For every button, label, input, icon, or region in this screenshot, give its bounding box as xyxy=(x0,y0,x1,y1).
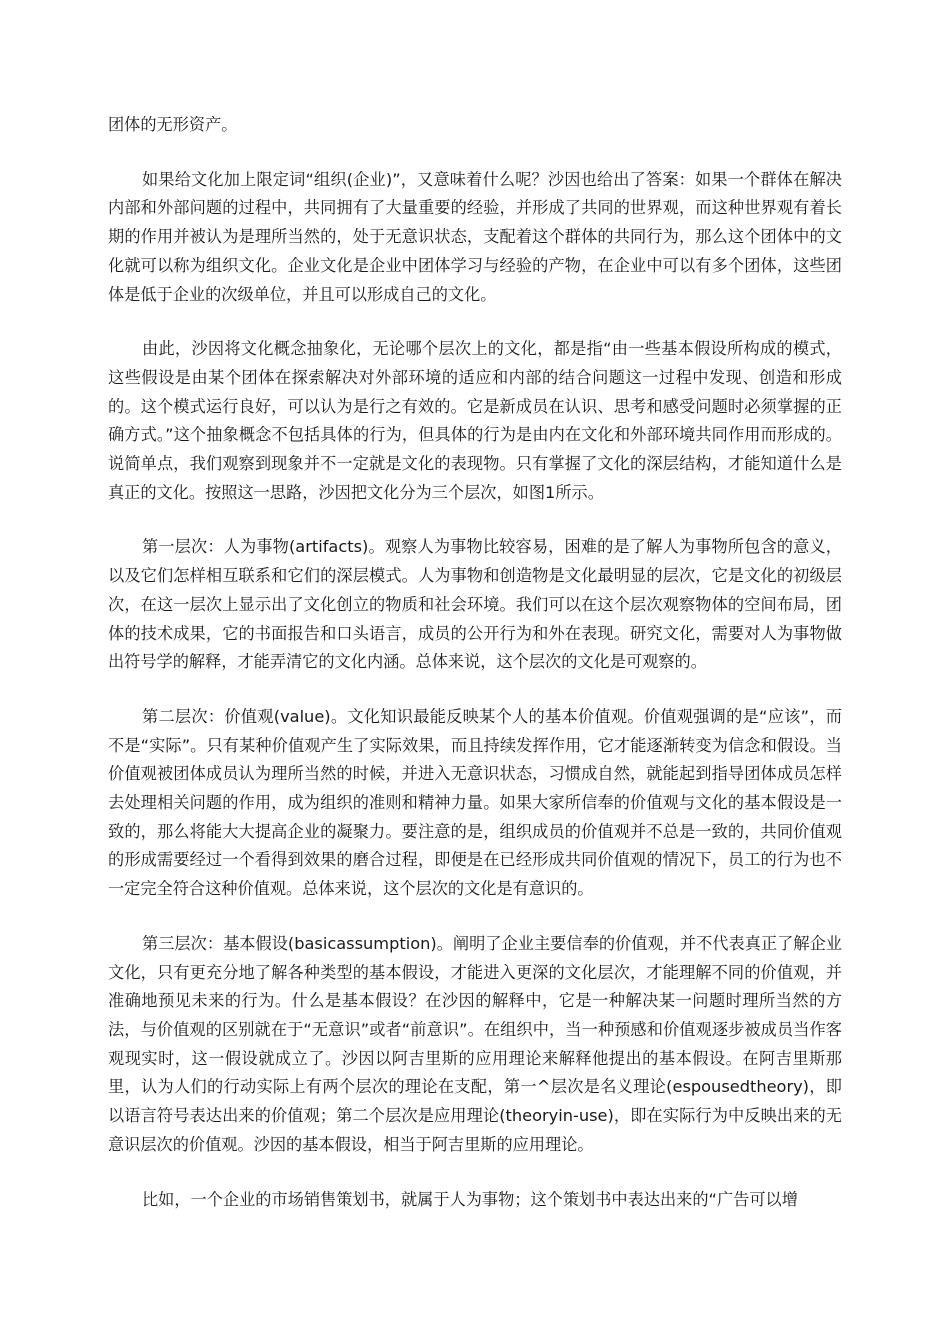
paragraph-organizational-culture: 如果给文化加上限定词“组织(企业)”，又意味着什么呢？沙因也给出了答案：如果一个群体在解决内部和外部问题的过程中，共同拥有了大量重要的经验，并形成了共同的世界观，而这种世界观有着长期的作用并被认为是理所当然的，处于无意识状态，支配着这个群体的共同行为，那么这个团体中的文化就可以称为组织文化。企业文化是企业中团体学习与经验的产物，在企业中可以有多个团体，这些团体是低于企业的次级单位，并且可以形成自己的文化。 xyxy=(108,169,842,304)
paragraph-example: 比如，一个企业的市场销售策划书，就属于人为事物；这个策划书中表达出来的“广告可以增 xyxy=(142,1189,798,1209)
paragraph-level-two-values: 第二层次：价值观(value)。文化知识最能反映某个人的基本价值观。价值观强调的是“应该”，而不是“实际”。只有某种价值观产生了实际效果，而且持续发挥作用，它才能逐渐转变为信念和假设。当价值观被团体成员认为理所当然的时候，并进入无意识状态，习惯成自然，就能起到指导团体成员怎样去处理相关问题的作用，成为组织的准则和精神力量。如果大家所信奉的价值观与文化的基本假设是一致的，那么将能大大提高企业的凝聚力。要注意的是，组织成员的价值观并不总是一致的，共同价值观的形成需要经过一个看得到效果的磨合过程，即便是在已经形成共同价值观的情况下，员工的行为也不一定完全符合这种价值观。总体来说，这个层次的文化是有意识的。 xyxy=(108,706,842,899)
paragraph-level-three-assumptions: 第三层次：基本假设(basicassumption)。阐明了企业主要信奉的价值观，并不代表真正了解企业文化，只有更充分地了解各种类型的基本假设，才能进入更深的文化层次，才能理解不同的价值观，并准确地预见未来的行为。什么是基本假设？在沙因的解释中，它是一种解决某一问题时理所当然的方法，与价值观的区别就在于“无意识”或者“前意识”。在组织中，当一种预感和价值观逐步被成员当作客观现实时，这一假设就成立了。沙因以阿吉里斯的应用理论来解释他提出的基本假设。在阿吉里斯那里，认为人们的行动实际上有两个层次的理论在支配，第一^层次是名义理论(espousedtheory)，即以语言符号表达出来的价值观；第二个层次是应用理论(theoryin-use)，即在实际行为中反映出来的无意识层次的价值观。沙因的基本假设，相当于阿吉里斯的应用理论。 xyxy=(108,933,842,1154)
document-body xyxy=(108,111,842,1214)
paragraph-culture-abstraction: 由此，沙因将文化概念抽象化，无论哪个层次上的文化，都是指“由一些基本假设所构成的模式，这些假设是由某个团体在探索解决对外部环境的适应和内部的结合问题这一过程中发现、创造和形成的。这个模式运行良好，可以认为是行之有效的。它是新成员在认识、思考和感受问题时必须掌握的正确方式。”这个抽象概念不包括具体的行为，但具体的行为是由内在文化和外部环境共同作用而形成的。说简单点，我们观察到现象并不一定就是文化的表现物。只有掌握了文化的深层结构，才能知道什么是真正的文化。按照这一思路，沙因把文化分为三个层次，如图1所示。 xyxy=(108,339,842,502)
paragraph-intangible-assets: 团体的无形资产。 xyxy=(108,115,238,134)
paragraph-level-one-artifacts: 第一层次：人为事物(artifacts)。观察人为事物比较容易，困难的是了解人为事物所包含的意义，以及它们怎样相互联系和它们的深层模式。人为事物和创造物是文化最明显的层次，它是文化的初级层次，在这一层次上显示出了文化创立的物质和社会环境。我们可以在这个层次观察物体的空间布局，团体的技术成果，它的书面报告和口头语言，成员的公开行为和外在表现。研究文化，需要对人为事物做出符号学的解释，才能弄清它的文化内涵。总体来说，这个层次的文化是可观察的。 xyxy=(108,537,842,672)
